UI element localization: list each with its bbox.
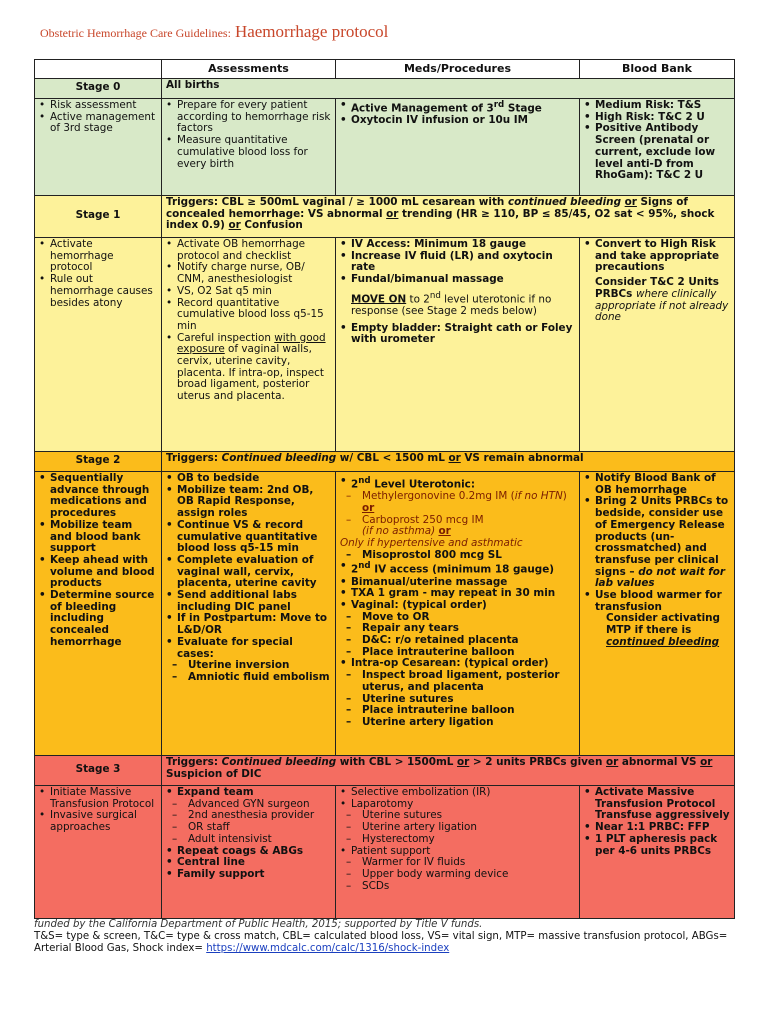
list-item: • Careful inspection with good exposure of vaginal walls, cervix, uterine cavity, placenta. If intra-op, inspect broad ligament, posterior uterus and placenta.: [166, 333, 331, 403]
list-item: • Record quantitative cumulative blood loss q5-15 min: [166, 298, 331, 333]
list-item: • Mobilize team and blood bank support: [39, 520, 157, 555]
list-item: – Misoprostol 800 mcg SL: [340, 550, 575, 562]
header-meds: Meds/Procedures: [336, 60, 580, 79]
stage1-label: Stage 1: [35, 196, 162, 238]
list-item: – Uterine inversion: [166, 660, 331, 672]
list-item: • Intra-op Cesarean: (typical order): [340, 658, 575, 670]
stage3-label: Stage 3: [35, 756, 162, 786]
list-item: – D&C: r/o retained placenta: [340, 635, 575, 647]
list-item: – Warmer for IV fluids: [340, 857, 575, 869]
shock-index-link[interactable]: https://www.mdcalc.com/calc/1316/shock-index: [206, 943, 450, 954]
list-item: • Repeat coags & ABGs: [166, 846, 331, 858]
list-item: • Active management of 3rd stage: [39, 112, 157, 135]
list-item: – Move to OR: [340, 612, 575, 624]
list-item: • Prepare for every patient according to hemorrhage risk factors: [166, 100, 331, 135]
list-item: • Mobilize team: 2nd OB, OB Rapid Response, assign roles: [166, 485, 331, 520]
list-item: – Carboprost 250 mcg IM: [340, 515, 575, 527]
list-item: • Measure quantitative cumulative blood loss for every birth: [166, 135, 331, 170]
stage0-trigger: All births: [162, 79, 735, 99]
list-item: • Activate Massive Transfusion Protocol Transfuse aggressively: [584, 787, 730, 822]
list-item: – Uterine artery ligation: [340, 822, 575, 834]
list-item: • Keep ahead with volume and blood products: [39, 555, 157, 590]
list-item: • If in Postpartum: Move to L&D/OR: [166, 613, 331, 636]
list-item: – Uterine artery ligation: [340, 717, 575, 729]
stage0-col4: [580, 99, 735, 196]
list-item: • IV Access: Minimum 18 gauge: [340, 239, 575, 251]
stage1-content-row: [35, 238, 735, 452]
funding-note: funded by the California Department of Public Health, 2015; supported by Title V funds.: [34, 919, 483, 930]
list-item: • Near 1:1 PRBC: FFP: [584, 822, 730, 834]
list-item: • TXA 1 gram - may repeat in 30 min: [340, 588, 575, 600]
list-item: (if no asthma) or: [362, 525, 451, 538]
stage1-col1: [35, 238, 162, 452]
stage2-trigger: Triggers: Continued bleeding w/ CBL < 1500 mL or VS remain abnormal: [162, 452, 735, 472]
list-item: • Complete evaluation of vaginal wall, cervix, placenta, uterine cavity: [166, 555, 331, 590]
list-item: • Bring 2 Units PRBCs to bedside, consider use of Emergency Release products (un-crossmatched) and transfuse per clinical signs – do not wait for lab values: [584, 496, 730, 590]
crossmatch-note: Consider T&C 2 Units PRBCs where clinically appropriate if not already done: [595, 276, 729, 324]
list-item: • High Risk: T&C 2 U: [584, 112, 730, 124]
list-item: – OR staff: [166, 822, 331, 834]
header-assessments: Assessments: [162, 60, 336, 79]
mtp-note: Consider activating MTP if there is continued bleeding: [606, 612, 720, 648]
abbreviations: T&S= type & screen, T&C= type & cross match, CBL= calculated blood loss, VS= vital sign, MTP= massive transfusion protocol, ABGs= Arterial Blood Gas, Shock index= https://www.mdcalc.com/calc/1316/shock-index: [34, 931, 728, 954]
list-item: – SCDs: [340, 881, 575, 893]
stage3-col2: [162, 786, 336, 919]
list-item: Only if hypertensive and asthmatic: [340, 536, 523, 549]
list-item: • Laparotomy: [340, 799, 575, 811]
list-item: • Activate hemorrhage protocol: [39, 239, 157, 274]
list-item: – Inspect broad ligament, posterior uterus, and placenta: [340, 670, 575, 693]
list-item: • Evaluate for special cases:: [166, 637, 331, 660]
stage1-col3: [336, 238, 580, 452]
document-title: [40, 22, 388, 42]
list-item: • Initiate Massive Transfusion Protocol: [39, 787, 157, 810]
list-item: – Upper body warming device: [340, 869, 575, 881]
list-item: • Increase IV fluid (LR) and oxytocin rate: [340, 251, 575, 274]
list-item: • Oxytocin IV infusion or 10u IM: [340, 115, 575, 127]
list-item: – Adult intensivist: [166, 834, 331, 846]
stage3-col3: [336, 786, 580, 919]
header-blood-bank: Blood Bank: [580, 60, 735, 79]
list-item: • Convert to High Risk and take appropriate precautions: [584, 239, 730, 274]
list-item: • Risk assessment: [39, 100, 157, 112]
list-item: – Repair any tears: [340, 623, 575, 635]
list-item: • Active Management of 3rd Stage: [340, 100, 575, 115]
protocol-table: [34, 59, 735, 919]
move-on-note: MOVE ON to 2nd level uterotonic if no response (see Stage 2 meds below): [351, 290, 552, 317]
list-item: • OB to bedside: [166, 473, 331, 485]
stage3-col1: [35, 786, 162, 919]
stage1-trigger-row: [35, 196, 735, 238]
list-item: • Send additional labs including DIC panel: [166, 590, 331, 613]
stage2-trigger-row: [35, 452, 735, 472]
stage0-col1: [35, 99, 162, 196]
stage2-col1: [35, 472, 162, 756]
list-item: • Rule out hemorrhage causes besides atony: [39, 274, 157, 309]
header-row: [35, 60, 735, 79]
stage3-col4: [580, 786, 735, 919]
stage0-col2: [162, 99, 336, 196]
stage2-label: Stage 2: [35, 452, 162, 472]
list-item: • 2nd IV access (minimum 18 gauge): [340, 561, 575, 576]
title-main: Haemorrhage protocol: [234, 22, 389, 41]
list-item: • Activate OB hemorrhage protocol and checklist: [166, 239, 331, 262]
stage1-col4: [580, 238, 735, 452]
stage3-trigger: Triggers: Continued bleeding with CBL > 1500mL or > 2 units PRBCs given or abnormal VS or Suspicion of DIC: [162, 756, 735, 786]
stage0-trigger-row: [35, 79, 735, 99]
stage0-col3: [336, 99, 580, 196]
list-item: • Fundal/bimanual massage: [340, 274, 575, 286]
list-item: – Uterine sutures: [340, 810, 575, 822]
stage1-trigger: Triggers: CBL ≥ 500mL vaginal / ≥ 1000 mL cesarean with continued bleeding or Signs of concealed hemorrhage: VS abnormal or trending (HR ≥ 110, BP ≤ 85/45, O2 sat < 95%, shock index 0.9) or Confusion: [162, 196, 735, 238]
list-item: – Place intrauterine balloon: [340, 705, 575, 717]
list-item: • Vaginal: (typical order): [340, 600, 575, 612]
list-item: – Uterine sutures: [340, 694, 575, 706]
list-item: – Advanced GYN surgeon: [166, 799, 331, 811]
stage2-col4: [580, 472, 735, 756]
list-item: • Continue VS & record cumulative quantitative blood loss q5-15 min: [166, 520, 331, 555]
list-item: • Bimanual/uterine massage: [340, 577, 575, 589]
list-item: • 1 PLT apheresis pack per 4-6 units PRBCs: [584, 834, 730, 857]
list-item: • Patient support: [340, 846, 575, 858]
stage3-content-row: [35, 786, 735, 919]
list-item: – Hysterectomy: [340, 834, 575, 846]
stage0-label: Stage 0: [35, 79, 162, 99]
list-item: • Notify charge nurse, OB/ CNM, anesthesiologist: [166, 262, 331, 285]
list-item: • 2nd Level Uterotonic:: [340, 476, 575, 491]
stage3-trigger-row: [35, 756, 735, 786]
header-blank: [35, 60, 162, 79]
stage0-content-row: [35, 99, 735, 196]
stage2-col3: [336, 472, 580, 756]
list-item: • Positive Antibody Screen (prenatal or current, exclude low level anti-D from RhoGam): T&C 2 U: [584, 123, 730, 182]
list-item: – Amniotic fluid embolism: [166, 672, 331, 684]
list-item: – 2nd anesthesia provider: [166, 810, 331, 822]
list-item: • Sequentially advance through medications and procedures: [39, 473, 157, 520]
stage2-content-row: [35, 472, 735, 756]
title-subtitle: Obstetric Hemorrhage Care Guidelines:: [40, 26, 231, 40]
list-item: • Use blood warmer for transfusion: [584, 590, 730, 613]
footer: [34, 919, 744, 955]
list-item: • Notify Blood Bank of OB hemorrhage: [584, 473, 730, 496]
list-item: • Expand team: [166, 787, 331, 799]
list-item: • Medium Risk: T&S: [584, 100, 730, 112]
list-item: • VS, O2 Sat q5 min: [166, 286, 331, 298]
list-item: • Selective embolization (IR): [340, 787, 575, 799]
list-item: • Invasive surgical approaches: [39, 810, 157, 833]
list-item: • Empty bladder: Straight cath or Foley with urometer: [340, 323, 575, 346]
list-item: • Determine source of bleeding including concealed hemorrhage: [39, 590, 157, 649]
stage2-col2: [162, 472, 336, 756]
list-item: – Place intrauterine balloon: [340, 647, 575, 659]
list-item: – Methylergonovine 0.2mg IM (if no HTN) or: [340, 491, 575, 514]
stage1-col2: [162, 238, 336, 452]
list-item: • Family support: [166, 869, 331, 881]
list-item: • Central line: [166, 857, 331, 869]
